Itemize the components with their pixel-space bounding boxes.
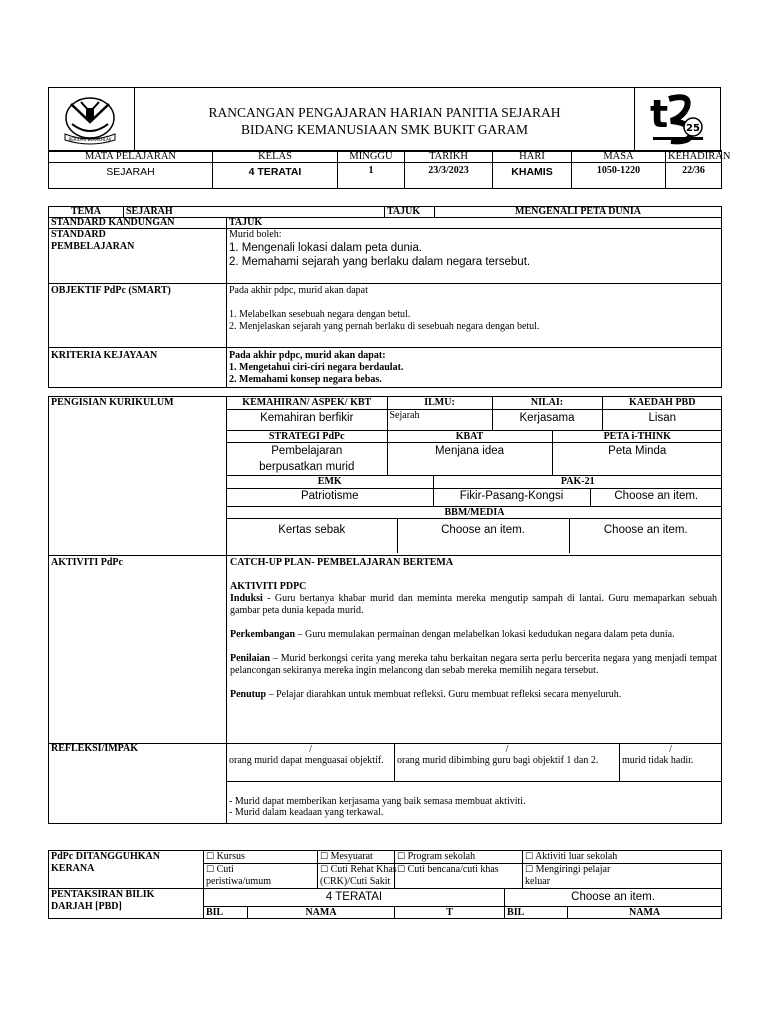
sk-value: TAJUK	[227, 218, 722, 229]
sp-content: Murid boleh: 1. Mengenali lokasi dalam peta dunia. 2. Memahami sejarah yang berlaku dalam negara tersebut.	[227, 229, 722, 284]
checkbox-icon: ☐	[206, 852, 215, 862]
refleksi-cell-2: / orang murid dibimbing guru bagi objektif 1 dan 2.	[395, 744, 620, 782]
aktiviti-plan: CATCH-UP PLAN- PEMBELAJARAN BERTEMA	[230, 557, 454, 568]
info-header: KELAS	[213, 151, 338, 163]
bbm-select-2[interactable]: Choose an item.	[569, 519, 722, 553]
peta-ithink-value: Peta Minda	[552, 443, 722, 476]
aktiviti-heading: AKTIVITI PDPC	[230, 581, 307, 592]
pak21-value: Fikir-Pasang-Kongsi	[433, 488, 590, 506]
info-header: MATA PELAJARAN	[49, 151, 213, 163]
checkbox-icon: ☐	[397, 865, 406, 875]
opt-cuti-bencana[interactable]: ☐ Cuti bencana/cuti khas	[395, 864, 523, 889]
info-header: KEHADIRAN	[666, 151, 722, 163]
checkbox-icon: ☐	[525, 852, 534, 862]
col-t: T	[395, 907, 505, 919]
opt-program-sekolah[interactable]: ☐ Program sekolah	[395, 851, 523, 864]
info-value-hari: KHAMIS	[493, 163, 572, 189]
crest-motto: BERILMU BERAKHLAK	[68, 137, 112, 142]
col-bil: BIL	[505, 907, 568, 919]
aktiviti-step: Penutup – Pelajar diarahkan untuk membuat refleksi. Guru membuat refleksi secara menyeluruh.	[230, 689, 622, 700]
refleksi-cell-3: / murid tidak hadir.	[620, 744, 722, 782]
kurikulum-row-1: KEMAHIRAN/ ASPEK/ KBT ILMU: NILAI: KAEDAH PBD Kemahiran berfikir Sejarah Kerjasama Lisan	[227, 397, 722, 431]
emk-value: Patriotisme	[227, 488, 433, 506]
objektif-item: 2. Menjelaskan sejarah yang pernah berlaku di sesebuah negara dengan betul.	[229, 321, 540, 332]
refleksi-notes: - Murid dapat memberikan kerjasama yang baik semasa membuat aktiviti. - Murid dalam keadaan yang terkawal.	[227, 782, 722, 824]
title-line-2: BIDANG KEMANUSIAAN SMK BUKIT GARAM	[240, 122, 528, 137]
opt-kursus[interactable]: ☐ Kursus	[204, 851, 318, 864]
info-value-mata-pelajaran: SEJARAH	[49, 163, 213, 189]
col-nama: NAMA	[248, 907, 395, 919]
nilai-value: Kerjasama	[492, 409, 602, 430]
school-crest-logo	[57, 94, 127, 144]
kk-label: KRITERIA KEJAYAAN	[49, 348, 227, 388]
kurikulum-row-3: EMK PAK-21 Patriotisme Fikir-Pasang-Kongsi Choose an item.	[227, 476, 722, 507]
kurikulum-label: PENGISIAN KURIKULUM	[49, 397, 227, 556]
info-header: TARIKH	[405, 151, 493, 163]
header-box	[48, 87, 721, 152]
checkbox-icon: ☐	[397, 852, 406, 862]
info-header: MINGGU	[338, 151, 405, 163]
info-value-tarikh: 23/3/2023	[405, 163, 493, 189]
col-bil: BIL	[204, 907, 248, 919]
info-header: HARI	[493, 151, 572, 163]
kaedah-value: Lisan	[602, 409, 722, 430]
pbd-select[interactable]: Choose an item.	[505, 889, 722, 907]
tema-label: TEMA	[49, 207, 124, 218]
opt-cuti-peristiwa[interactable]: ☐ Cuti peristiwa/umum	[204, 864, 318, 889]
aktiviti-step: Penilaian – Murid berkongsi cerita yang mereka tahu berkaitan negara serta perlu bercerita negara yang menjadi tempat pelancongan sekiranya mereka ingin melancong dan sebab mereka memilih negara tersebut.	[230, 653, 718, 676]
kurikulum-row-2: STRATEGI PdPc KBAT PETA i-THINK Pembelajaran berpusatkan murid Menjana idea Peta Minda	[227, 431, 722, 477]
title-line-1: RANCANGAN PENGAJARAN HARIAN PANITIA SEJARAH	[208, 105, 561, 120]
tajuk-value: MENGENALI PETA DUNIA	[435, 207, 722, 218]
tajuk-label: TAJUK	[385, 207, 435, 218]
tema-value: SEJARAH	[124, 207, 385, 218]
kurikulum-table	[48, 396, 722, 556]
objektif-content: Pada akhir pdpc, murid akan dapat 1. Melabelkan sesebuah negara dengan betul. 2. Menjelaskan sejarah yang pernah berlaku di sesebuah negara dengan betul.	[227, 284, 722, 348]
kbat-value: Menjana idea	[387, 443, 552, 476]
aktiviti-content	[227, 556, 722, 744]
bottom-table	[48, 850, 722, 919]
page-title	[135, 104, 634, 138]
lesson-table	[48, 206, 722, 388]
aktiviti-table	[48, 555, 722, 824]
aktiviti-step: Induksi - Guru bertanya khabar murid dan meminta mereka mengutip sampah di lantai. Guru memaparkan sebuah gambar peta dunia kepada murid.	[230, 593, 718, 616]
aktiviti-label: AKTIVITI PdPc	[49, 556, 227, 744]
sp-item: 1. Mengenali lokasi dalam peta dunia.	[229, 242, 423, 254]
sp-item: 2. Memahami sejarah yang berlaku dalam negara tersebut.	[229, 256, 531, 268]
kk-content: Pada akhir pdpc, murid akan dapat: 1. Mengetahui ciri-ciri negara berdaulat. 2. Memahami konsep negara bebas.	[227, 348, 722, 388]
pak21-select[interactable]: Choose an item.	[590, 488, 722, 506]
checkbox-icon: ☐	[320, 865, 329, 875]
info-table	[48, 150, 731, 189]
ilmu-value: Sejarah	[387, 409, 492, 430]
bbm-value: Kertas sebak	[227, 519, 397, 553]
info-header: MASA	[572, 151, 666, 163]
opt-mesyuarat[interactable]: ☐ Mesyuarat	[318, 851, 395, 864]
ditangguhkan-label: PdPc DITANGGUHKAN KERANA	[49, 851, 204, 889]
ts25-logo	[647, 93, 711, 145]
svg-text:25: 25	[686, 123, 700, 134]
pbd-label: PENTAKSIRAN BILIK DARJAH [PBD]	[49, 889, 204, 919]
col-nama: NAMA	[568, 907, 722, 919]
checkbox-icon: ☐	[525, 865, 534, 875]
opt-cuti-rehat[interactable]: ☐ Cuti Rehat Khas (CRK)/Cuti Sakit	[318, 864, 395, 889]
strategi-value: Pembelajaran berpusatkan murid	[227, 443, 387, 476]
opt-mengiringi[interactable]: ☐ Mengiringi pelajar keluar	[523, 864, 722, 889]
kurikulum-row-4: BBM/MEDIA Kertas sebak Choose an item. Choose an item.	[227, 507, 722, 553]
refleksi-cell-1: / orang murid dapat menguasai objektif.	[227, 744, 395, 782]
checkbox-icon: ☐	[320, 852, 329, 862]
sp-label: STANDARD PEMBELAJARAN	[49, 229, 227, 284]
sk-label: STANDARD KANDUNGAN	[49, 218, 227, 229]
objektif-label: OBJEKTIF PdPc (SMART)	[49, 284, 227, 348]
info-value-kelas: 4 TERATAI	[213, 163, 338, 189]
checkbox-icon: ☐	[206, 865, 215, 875]
kemahiran-value: Kemahiran berfikir	[227, 409, 387, 430]
bbm-select-1[interactable]: Choose an item.	[397, 519, 569, 553]
info-value-masa: 1050-1220	[572, 163, 666, 189]
info-value-minggu: 1	[338, 163, 405, 189]
aktiviti-step: Perkembangan – Guru memulakan permainan dengan melabelkan lokasi kedudukan negara dalam peta dunia.	[230, 629, 675, 640]
objektif-item: 1. Melabelkan sesebuah negara dengan betul.	[229, 309, 411, 320]
info-value-kehadiran: 22/36	[666, 163, 722, 189]
refleksi-label: REFLEKSI/IMPAK	[49, 744, 227, 824]
svg-text:t: t	[650, 92, 669, 136]
pbd-kelas: 4 TERATAI	[204, 889, 505, 907]
opt-aktiviti-luar[interactable]: ☐ Aktiviti luar sekolah	[523, 851, 722, 864]
